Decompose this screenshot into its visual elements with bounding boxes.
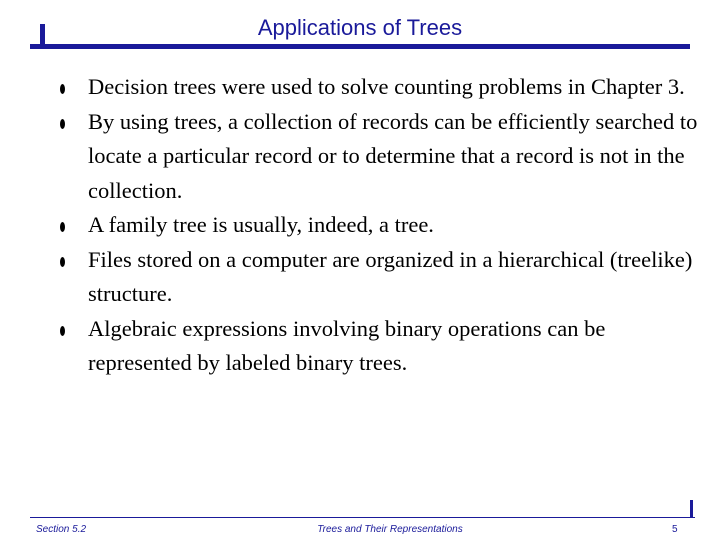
bullet-item <box>58 70 698 105</box>
bullet-item <box>58 208 698 243</box>
bullet-dot-icon <box>60 257 65 267</box>
bullet-dot-icon <box>60 222 65 232</box>
bullet-item <box>58 105 698 209</box>
bullet-dot-icon <box>60 119 65 129</box>
bullet-list <box>58 70 698 381</box>
bullet-text: Algebraic expressions involving binary operations can be represented by labeled binary trees. <box>88 315 606 375</box>
bullet-dot-icon <box>60 326 65 336</box>
title-horizontal-rule <box>30 44 690 49</box>
footer-topic: Trees and Their Representations <box>317 524 463 535</box>
bullet-text: Decision trees were used to solve counting problems in Chapter 3. <box>88 74 685 99</box>
bullet-item <box>58 243 698 312</box>
bullet-item <box>58 312 698 381</box>
footer-rule <box>30 517 695 518</box>
page-number: 5 <box>672 524 678 535</box>
bullet-text: Files stored on a computer are organized in a hierarchical (treelike) structure. <box>88 246 693 306</box>
bullet-dot-icon <box>60 84 65 94</box>
footer-section: Section 5.2 <box>36 524 87 535</box>
bullet-text: A family tree is usually, indeed, a tree. <box>88 212 434 237</box>
footer-tick <box>690 500 693 518</box>
bullet-text: By using trees, a collection of records can be efficiently searched to locate a particular record or to determine that a record is not in the collection. <box>88 108 698 203</box>
slide-title: Applications of Trees <box>257 15 463 40</box>
